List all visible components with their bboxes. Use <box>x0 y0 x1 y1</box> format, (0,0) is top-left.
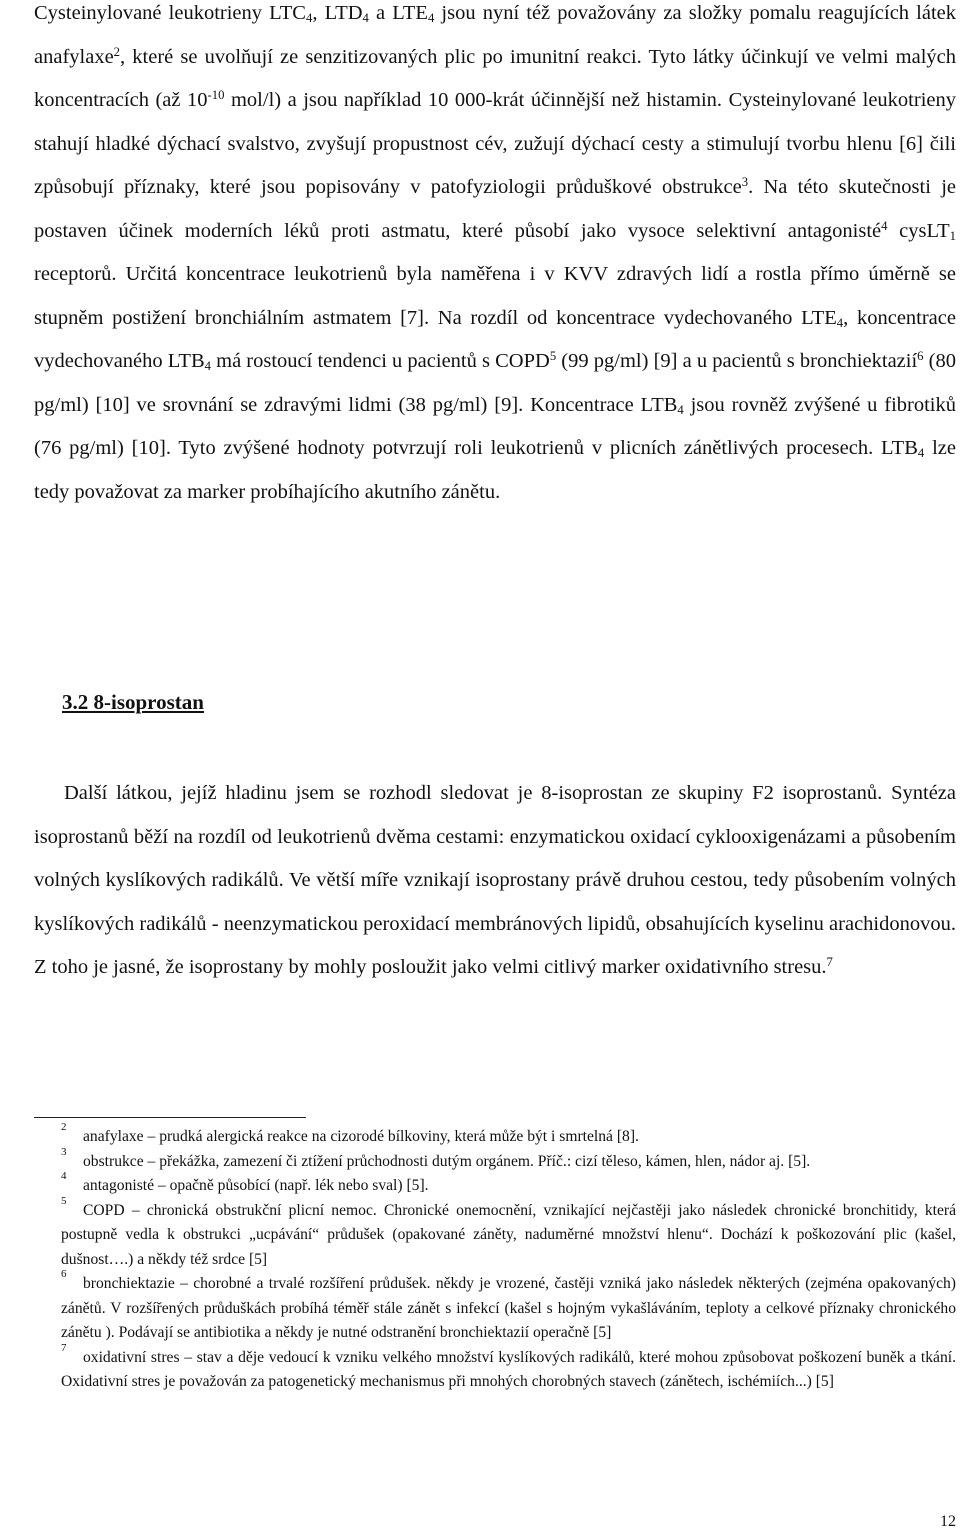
footnote-number: 7 <box>61 1341 67 1354</box>
footnote-separator <box>34 1117 306 1118</box>
subscript: 4 <box>305 11 313 26</box>
footnote-number: 3 <box>61 1145 67 1158</box>
text-run: jsou rovněž zvýšené u fibrotiků (76 pg/ml) [10]. Tyto zvýšené hodnoty potvrzují roli leukotrienů v plicních zánětlivých procesech. LTB <box>34 393 956 459</box>
footnote-ref: 4 <box>881 218 888 233</box>
text-run: Další látkou, jejíž hladinu jsem se rozhodl sledovat je 8-isoprostan ze skupiny F2 isoprostanů. Syntéza isoprostanů běží na rozdíl od leukotrienů dvěma cestami: enzymatickou oxidací cyklooxigenázami a působením volných kyslíkových radikálů. Ve větší míře vznikají isoprostany právě druhou cestou, tedy působením volných kyslíkových radikálů - neenzymatickou peroxidací membránových lipidů, obsahujících kyselinu arachidonovou. Z toho je jasné, že isoprostany by mohly posloužit jako velmi citlivý marker oxidativního stresu. <box>34 782 956 978</box>
page-number: 12 <box>940 1513 956 1530</box>
footnote-text: COPD – chronická obstrukční plicní nemoc. Chronické onemocnění, vznikající nejčastěji jako následek chronické bronchitidy, která postupně vedla k obstrukci „ucpávání“ průdušek (opakované záněty, naduměrné množství hlenu“. Dochází k poškozování plic (kašel, dušnost….) a někdy též srdce [5] <box>61 1201 956 1268</box>
leukotriene-paragraph <box>34 0 956 514</box>
footnote <box>61 1170 956 1199</box>
footnote-text: antagonisté – opačně působící (např. lék nebo sval) [5]. <box>83 1177 429 1194</box>
text-run: mol/l) a jsou například 10 000-krát účinnější než histamin. Cysteinylované leukotrieny stahují hladké dýchací svalstvo, zvyšují propustnost cév, zužují dýchací cesty a stimulují tvorbu hlenu [6] čili způsobují příznaky, které jsou popisovány v patofyziologii průduškové obstrukce <box>34 89 956 198</box>
footnote-ref: 2 <box>113 44 121 59</box>
subscript: 4 <box>677 402 684 417</box>
footnote-ref: 3 <box>741 175 749 190</box>
subscript: 4 <box>427 11 435 26</box>
footnote-text: obstrukce – překážka, zamezení či ztížení průchodnosti dutým orgánem. Příč.: cizí těleso, kámen, hlen, nádor aj. [5]. <box>83 1152 811 1170</box>
footnote-ref: 6 <box>917 349 924 364</box>
footnote-number: 5 <box>61 1194 67 1207</box>
subscript: 4 <box>204 359 211 374</box>
footnote-number: 6 <box>61 1268 67 1280</box>
text-run: jsou nyní též považovány za složky pomalu reagujících látek anafylaxe <box>34 2 957 68</box>
subscript: 4 <box>917 446 925 461</box>
section-heading: 3.2 8-isoprostan <box>62 690 204 714</box>
text-run: receptorů. Určitá koncentrace leukotrienů byla naměřena i v KVV zdravých lidí a rostla přímo úměrně se stupněm postižení bronchiálním astmatem [7]. Na rozdíl od koncentrace vydechovaného LTE <box>34 263 956 329</box>
text-run: , koncentrace vydechovaného LTB <box>34 306 956 372</box>
text-run: (99 pg/ml) [9] a u pacientů s bronchiektazií <box>556 350 918 372</box>
text-run: má rostoucí tendenci u pacientů s COPD <box>210 350 550 372</box>
footnote-text: bronchiektazie – chorobné a trvalé rozšíření průdušek. někdy je vrozené, častěji vzniká jako následek některých (zejména opakovaných) zánětů. V rozšířených průduškách probíhá téměř stále zánět s infekcí (kašel s hojným vykašláváním, teploty a celkové příznaky chronického zánětu ). Podávají se antibiotika a někdy je nutné odstranění bronchiektazií operačně [5] <box>61 1275 956 1341</box>
footnote <box>61 1268 956 1346</box>
text-run: a LTE <box>368 2 428 24</box>
superscript: -10 <box>207 88 225 103</box>
subscript: 4 <box>362 11 369 26</box>
text-run: , LTD <box>312 2 363 24</box>
subscript: 4 <box>836 315 844 330</box>
footnotes <box>61 1121 956 1395</box>
footnote-text: anafylaxe – prudká alergická reakce na cizorodé bílkoviny, která může být i smrtelná [8]. <box>83 1128 639 1145</box>
text-run: Cysteinylované leukotrieny LTC <box>34 2 306 24</box>
footnote-ref: 5 <box>549 349 557 364</box>
footnote <box>61 1194 956 1273</box>
text-run: . Na této skutečnosti je postaven účinek moderních léků proti astmatu, které působí jako vysoce selektivní antagonisté <box>34 176 956 242</box>
footnote-ref: 7 <box>826 955 833 970</box>
footnote <box>61 1145 956 1175</box>
footnote <box>61 1341 956 1395</box>
isoprostane-paragraph <box>34 772 956 990</box>
footnote <box>61 1121 956 1150</box>
text-run: cysLT <box>887 219 950 242</box>
subscript: 1 <box>949 228 956 243</box>
text-run: lze tedy považovat za marker probíhajícího akutního zánětu. <box>34 437 956 503</box>
footnote-number: 4 <box>61 1170 67 1182</box>
footnote-text: oxidativní stres – stav a děje vedoucí k vzniku velkého množství kyslíkových radikálů, které mohou způsobovat poškození buněk a tkání. Oxidativní stres je považován za patogenetický mechanismus při mnohých chorobných stavech (zánětech, ischémiích...) [5] <box>61 1348 956 1390</box>
text-run: (80 pg/ml) [10] ve srovnání se zdravými lidmi (38 pg/ml) [9]. Koncentrace LTB <box>34 350 956 416</box>
footnote-number: 2 <box>61 1121 67 1133</box>
text-run: , které se uvolňují ze senzitizovaných plic po imunitní reakci. Tyto látky účinkují ve velmi malých koncentracích (až 10 <box>34 45 956 111</box>
